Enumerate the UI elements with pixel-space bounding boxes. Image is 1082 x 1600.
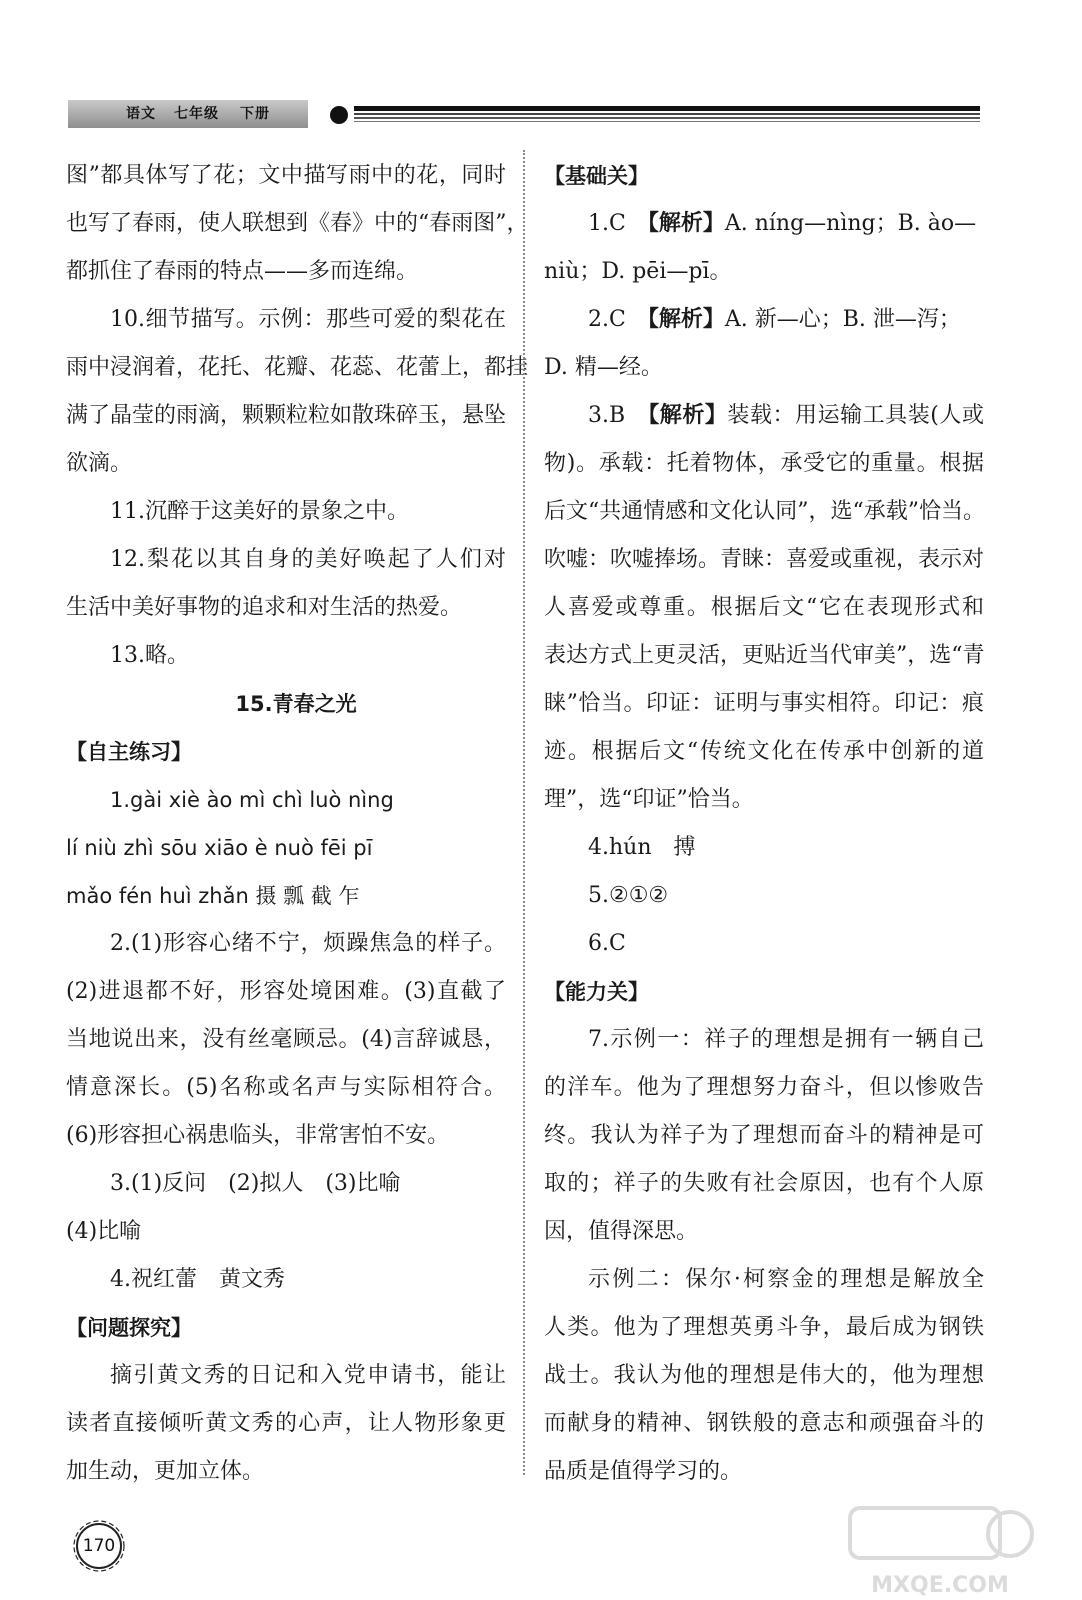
text-line: 4.祝红蕾 黄文秀 [110, 1267, 285, 1292]
page-number: 170 [82, 1536, 116, 1556]
text-line: 7.示例一：祥子的理想是拥有一辆自己 [588, 1027, 984, 1052]
text-line: 图”都具体写了花；文中描写雨中的花，同时 [66, 163, 506, 188]
text-line: 6.C [588, 931, 626, 956]
text-line: 后文“共通情感和文化认同”，选“承载”恰当。 [544, 499, 985, 524]
text-line: 10.细节描写。示例：那些可爱的梨花在 [110, 307, 506, 332]
section-heading: 【自主练习】 [66, 740, 192, 764]
pinyin-line: lí niù zhì sōu xiāo è nuò fēi pī [66, 836, 373, 860]
pinyin-line: mǎo fén huì zhǎn 摄 瓢 截 乍 [66, 884, 360, 908]
header-subject: 语文 [126, 106, 156, 122]
watermark-text: MXQE.COM [871, 1573, 1009, 1598]
text-line: 情意深长。(5)名称或名声与实际相符合。 [66, 1075, 506, 1100]
text-line: 表达方式上更灵活，更贴近当代审美”，选“青 [544, 643, 985, 668]
text-line: 5.②①② [588, 883, 669, 908]
header-rule [354, 104, 980, 128]
text-line: 12.梨花以其自身的美好唤起了人们对 [110, 547, 506, 572]
text-line: 生活中美好事物的追求和对生活的热爱。 [66, 595, 463, 620]
text-line: D. 精—经。 [544, 355, 663, 380]
text-line: 2.(1)形容心绪不宁，烦躁焦急的样子。 [110, 931, 506, 956]
text-line: (2)进退都不好，形容处境困难。(3)直截了 [66, 979, 506, 1004]
text-line: 3.(1)反问 (2)拟人 (3)比喻 [110, 1171, 401, 1196]
right-column [544, 152, 984, 1496]
text-line: 品质是值得学习的。 [544, 1459, 743, 1484]
analysis-marker: 【解析】 [647, 307, 725, 332]
section-heading: 【基础关】 [544, 164, 649, 188]
header-volume: 下册 [240, 106, 270, 122]
text-line: 战士。我认为他的理想是伟大的，他为理想 [544, 1363, 984, 1388]
text-line: 读者直接倾听黄文秀的心声，让人物形象更 [66, 1411, 506, 1436]
text-line: 示例二：保尔·柯察金的理想是解放全 [588, 1267, 984, 1292]
text-line: (4)比喻 [66, 1219, 142, 1244]
text-line: 理”，选“印证”恰当。 [544, 787, 754, 812]
text-line: 取的；祥子的失败有社会原因，也有个人原 [544, 1171, 984, 1196]
header-label [68, 100, 308, 128]
text-line: niù；D. pēi—pī。 [544, 259, 732, 284]
text-line: 人类。他为了理想英勇斗争，最后成为钢铁 [544, 1315, 984, 1340]
text-line: 迹。根据后文“传统文化在传承中创新的道 [544, 739, 984, 764]
text-line: 而献身的精神、钢铁般的意志和顽强奋斗的 [544, 1411, 984, 1436]
text-line: 摘引黄文秀的日记和入党申请书，能让 [110, 1363, 506, 1388]
text-line: 2.C 【解析】A. 新—心；B. 泄—泻； [588, 307, 961, 332]
text-line: 因，值得深思。 [544, 1219, 699, 1244]
text-line: 13.略。 [110, 643, 189, 668]
analysis-marker: 【解析】 [647, 211, 725, 236]
text-line: 睐”恰当。印证：证明与事实相符。印记：痕 [544, 691, 984, 716]
text-line: 欲滴。 [66, 451, 133, 476]
text-line: 吹嘘：吹嘘捧场。青睐：喜爱或重视，表示对 [544, 547, 985, 572]
text-line: (6)形容担心祸患临头，非常害怕不安。 [66, 1123, 450, 1148]
column-divider [523, 150, 525, 1475]
section-title: 15.青春之光 [235, 692, 357, 716]
text-line: 终。我认为祥子为了理想而奋斗的精神是可 [544, 1123, 984, 1148]
text-line: 1.C 【解析】A. níng—nìng；B. ào— [588, 211, 977, 236]
left-column [66, 152, 529, 1496]
text-line: 雨中浸润着，花托、花瓣、花蕊、花蕾上，都挂 [66, 355, 529, 380]
text-line: 4.hún 搏 [588, 835, 696, 860]
text-line: 人喜爱或尊重。根据后文“它在表现形式和 [544, 595, 984, 620]
pinyin-line: 1.gài xiè ào mì chì luò nìng [110, 788, 394, 812]
header-grade: 七年级 [174, 106, 219, 122]
text-line: 当地说出来，没有丝毫顾忌。(4)言辞诚恳， [66, 1027, 506, 1052]
text-line: 满了晶莹的雨滴，颗颗粒粒如散珠碎玉，悬坠 [66, 403, 507, 428]
text-line: 的洋车。他为了理想努力奋斗，但以惨败告 [544, 1075, 984, 1100]
text-line: 加生动，更加立体。 [66, 1459, 265, 1484]
text-line: 3.B 【解析】装载：用运输工具装(人或 [588, 403, 984, 428]
section-heading: 【能力关】 [544, 980, 649, 1004]
text-line: 也写了春雨，使人联想到《春》中的“春雨图”， [66, 211, 529, 236]
page-header [0, 0, 1082, 150]
watermark-logo [840, 1500, 1040, 1600]
analysis-marker: 【解析】 [648, 403, 728, 428]
text-line: 物)。承载：托着物体，承受它的重量。根据 [544, 451, 984, 476]
header-bullet-icon [330, 106, 348, 124]
section-heading: 【问题探究】 [66, 1316, 192, 1340]
text-line: 都抓住了春雨的特点——多而连绵。 [66, 259, 419, 284]
text-line: 11.沉醉于这美好的景象之中。 [110, 499, 409, 524]
